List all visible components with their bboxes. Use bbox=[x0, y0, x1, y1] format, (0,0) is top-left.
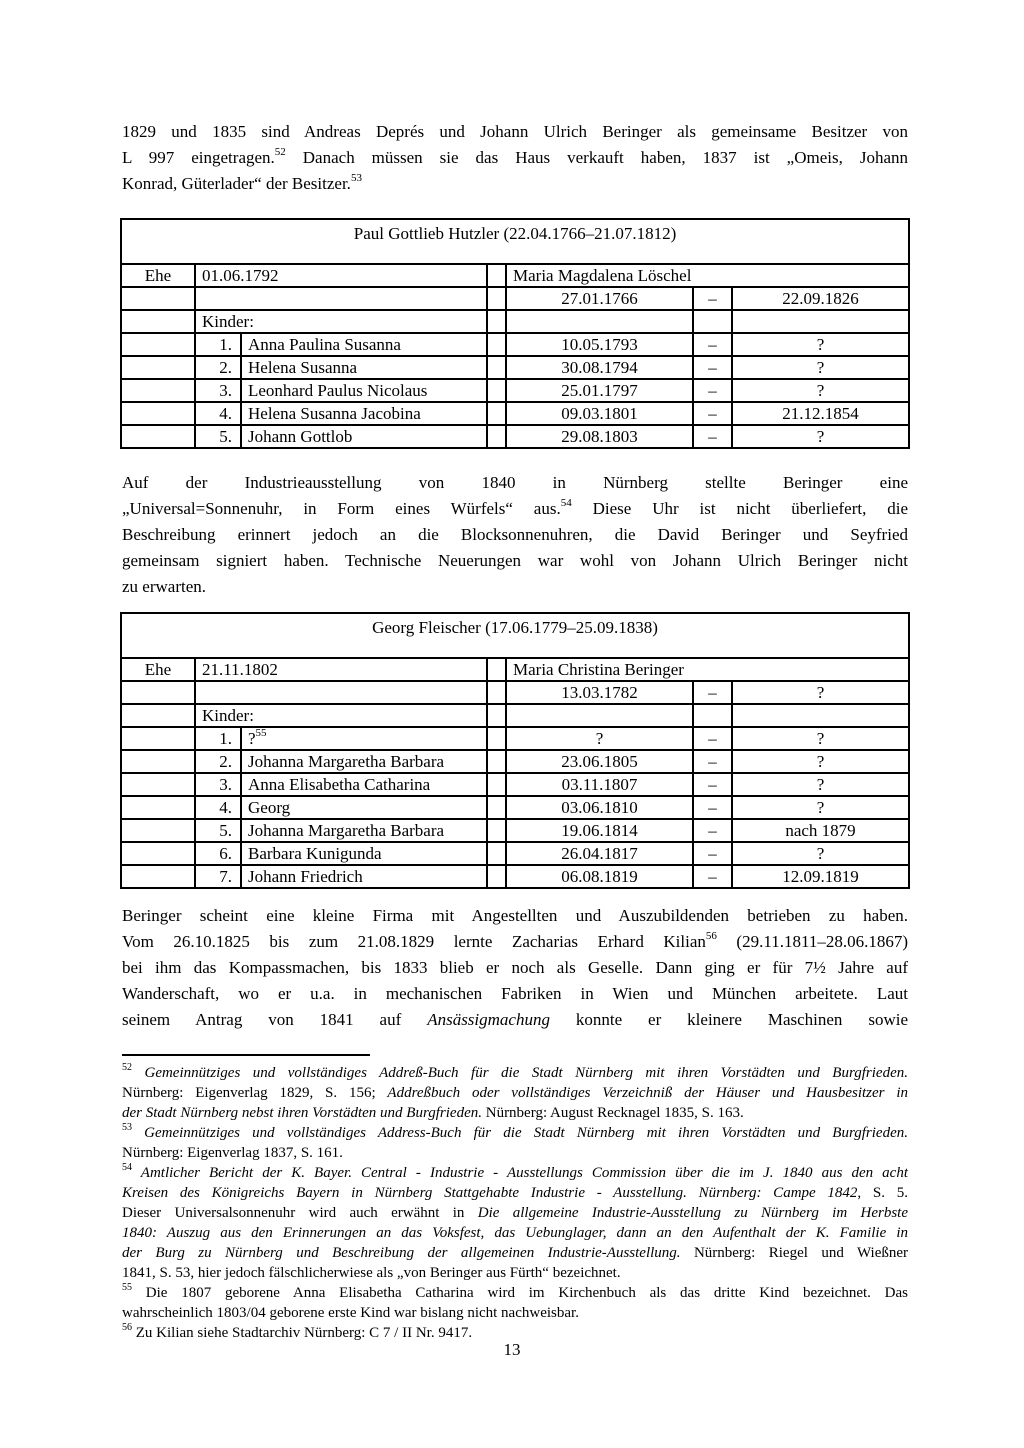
child-number-cell: 5. bbox=[195, 819, 241, 842]
dash-cell: – bbox=[693, 727, 732, 750]
footnote-ref: 52 bbox=[122, 1063, 132, 1073]
text-run: „Universal=Sonnenuhr, in Form eines Würfels“ aus. bbox=[122, 499, 561, 518]
text-line bbox=[122, 1123, 908, 1143]
child-number-cell: 4. bbox=[195, 402, 241, 425]
empty-cell bbox=[121, 356, 195, 379]
text-run: ? bbox=[248, 729, 256, 748]
empty-cell bbox=[121, 681, 195, 704]
text-run: Leonhard Paulus Nicolaus bbox=[248, 381, 428, 400]
text-line bbox=[122, 1063, 908, 1083]
child-row bbox=[121, 425, 909, 448]
marriage-date-cell: 21.11.1802 bbox=[195, 658, 487, 681]
child-birth-cell: 25.01.1797 bbox=[506, 379, 693, 402]
empty-cell bbox=[121, 750, 195, 773]
footnote-ref: 53 bbox=[122, 1123, 132, 1133]
spouse-birth-cell: 27.01.1766 bbox=[506, 287, 693, 310]
child-number-cell: 2. bbox=[195, 356, 241, 379]
empty-cell bbox=[121, 425, 195, 448]
footnote-ref: 56 bbox=[122, 1323, 132, 1333]
child-row bbox=[121, 356, 909, 379]
spacer-cell bbox=[487, 333, 506, 356]
child-death-cell: 21.12.1854 bbox=[732, 402, 909, 425]
text-run: Johanna Margaretha Barbara bbox=[248, 821, 445, 840]
table-title-cell: Paul Gottlieb Hutzler (22.04.1766–21.07.1812) bbox=[121, 219, 909, 264]
child-death-cell: ? bbox=[732, 796, 909, 819]
text-run: konnte er kleinere Maschinen sowie bbox=[549, 1010, 908, 1029]
dash-cell: – bbox=[693, 842, 732, 865]
spouse-name-cell: Maria Christina Beringer bbox=[506, 658, 909, 681]
child-death-cell: ? bbox=[732, 750, 909, 773]
footnote-52 bbox=[122, 1063, 908, 1123]
spouse-dates-row bbox=[121, 681, 909, 704]
kinder-header-row bbox=[121, 704, 909, 727]
ehe-label-cell: Ehe bbox=[121, 658, 195, 681]
text-line bbox=[122, 1183, 908, 1203]
text-run: , S. 5. bbox=[857, 1185, 908, 1201]
spouse-death-cell: 22.09.1826 bbox=[732, 287, 909, 310]
dash-cell: – bbox=[693, 750, 732, 773]
text-run: der Burg zu Nürnberg und Beschreibung der allgemeinen Industrie-Ausstellung. bbox=[122, 1245, 681, 1261]
text-run: Ansässigmachung bbox=[427, 1010, 550, 1029]
spacer-cell bbox=[487, 773, 506, 796]
text-line bbox=[122, 496, 908, 522]
footnote-55 bbox=[122, 1283, 908, 1323]
text-run: der Stadt Nürnberg nebst ihren Vorstädten und Burgfrieden. bbox=[122, 1105, 482, 1121]
text-line bbox=[122, 1103, 908, 1123]
kinder-header-row bbox=[121, 310, 909, 333]
kinder-label-cell: Kinder: bbox=[195, 310, 487, 333]
text-run: Nürnberg: Eigenverlag 1837, S. 161. bbox=[122, 1145, 343, 1161]
spacer-cell bbox=[487, 264, 506, 287]
child-name-cell bbox=[241, 842, 487, 865]
child-number-cell: 3. bbox=[195, 773, 241, 796]
child-name-cell bbox=[241, 425, 487, 448]
child-row bbox=[121, 796, 909, 819]
paragraph-firma bbox=[122, 903, 908, 1033]
text-run: (29.11.1811–28.06.1867) bbox=[716, 932, 908, 951]
table-title-cell: Georg Fleischer (17.06.1779–25.09.1838) bbox=[121, 613, 909, 658]
dash-cell: – bbox=[693, 333, 732, 356]
child-birth-cell: 10.05.1793 bbox=[506, 333, 693, 356]
child-number-cell: 2. bbox=[195, 750, 241, 773]
spacer-cell bbox=[487, 819, 506, 842]
ehe-label-cell: Ehe bbox=[121, 264, 195, 287]
text-run: Anna Elisabetha Catharina bbox=[248, 775, 431, 794]
text-line bbox=[122, 145, 908, 171]
child-name-cell bbox=[241, 727, 487, 750]
empty-cell bbox=[121, 842, 195, 865]
paragraph-industrieausstellung bbox=[122, 470, 908, 600]
child-row bbox=[121, 379, 909, 402]
marriage-row bbox=[121, 264, 909, 287]
spacer-cell bbox=[487, 842, 506, 865]
child-row bbox=[121, 773, 909, 796]
child-number-cell: 5. bbox=[195, 425, 241, 448]
child-name-cell bbox=[241, 819, 487, 842]
child-birth-cell: 09.03.1801 bbox=[506, 402, 693, 425]
child-birth-cell: ? bbox=[506, 727, 693, 750]
dash-cell: – bbox=[693, 819, 732, 842]
text-line bbox=[122, 1007, 908, 1033]
text-run: Die allgemeine Industrie-Ausstellung zu Nürnberg im Herbste bbox=[477, 1205, 908, 1221]
empty-cell bbox=[732, 310, 909, 333]
text-run: Nürnberg: August Recknagel 1835, S. 163. bbox=[481, 1105, 744, 1121]
spouse-birth-cell: 13.03.1782 bbox=[506, 681, 693, 704]
marriage-date-cell: 01.06.1792 bbox=[195, 264, 487, 287]
text-run: Vom 26.10.1825 bis zum 21.08.1829 lernte Zacharias Erhard Kilian bbox=[122, 932, 706, 951]
spacer-cell bbox=[487, 402, 506, 425]
footnote-53 bbox=[122, 1123, 908, 1163]
text-run: Auf der Industrieausstellung von 1840 in Nürnberg stellte Beringer eine bbox=[122, 473, 908, 492]
text-line bbox=[122, 1163, 908, 1183]
text-line bbox=[122, 171, 908, 197]
footnote-ref: 55 bbox=[122, 1283, 132, 1293]
empty-cell bbox=[693, 704, 732, 727]
child-number-cell: 1. bbox=[195, 333, 241, 356]
child-birth-cell: 19.06.1814 bbox=[506, 819, 693, 842]
text-run: Kreisen des Königreichs Bayern in Nürnberg Stattgehabte Industrie - Ausstellung. Nürnberg: Campe 1842 bbox=[122, 1185, 858, 1201]
text-run: 1841, S. 53, hier jedoch fälschlicherwiese als „von Beringer aus Fürth“ bezeichnet. bbox=[122, 1265, 621, 1281]
text-run: Diese Uhr ist nicht überliefert, die bbox=[571, 499, 908, 518]
footnote-ref: 54 bbox=[122, 1163, 132, 1173]
empty-cell bbox=[121, 865, 195, 888]
text-run: Addreßbuch oder vollständiges Verzeichniß der Häuser und Hausbesitzer in bbox=[387, 1085, 908, 1101]
text-run: Wanderschaft, wo er u.a. in mechanischen Fabriken in Wien und München arbeitete. Laut bbox=[122, 984, 908, 1003]
child-birth-cell: 03.11.1807 bbox=[506, 773, 693, 796]
spacer-cell bbox=[487, 681, 506, 704]
child-row bbox=[121, 750, 909, 773]
spacer-cell bbox=[487, 658, 506, 681]
child-death-cell: ? bbox=[732, 842, 909, 865]
child-death-cell: nach 1879 bbox=[732, 819, 909, 842]
child-name-cell bbox=[241, 796, 487, 819]
text-line bbox=[122, 522, 908, 548]
child-number-cell: 6. bbox=[195, 842, 241, 865]
child-name-cell bbox=[241, 379, 487, 402]
child-birth-cell: 26.04.1817 bbox=[506, 842, 693, 865]
text-run: Amtlicher Bericht der K. Bayer. Central - Industrie - Ausstellungs Commission über die im J. 1840 aus den acht bbox=[132, 1165, 908, 1181]
text-run: Gemeinnütziges und vollständiges Addreß-Buch für die Stadt Nürnberg mit ihren Vorstädten und Burgfrieden. bbox=[132, 1065, 908, 1081]
child-birth-cell: 29.08.1803 bbox=[506, 425, 693, 448]
text-run: Georg bbox=[248, 798, 291, 817]
text-line bbox=[122, 903, 908, 929]
empty-cell bbox=[195, 287, 487, 310]
text-run: Danach müssen sie das Haus verkauft haben, 1837 ist „Omeis, Johann bbox=[285, 148, 908, 167]
child-number-cell: 3. bbox=[195, 379, 241, 402]
empty-cell bbox=[121, 310, 195, 333]
spacer-cell bbox=[487, 727, 506, 750]
child-name-cell bbox=[241, 773, 487, 796]
text-run: Helena Susanna bbox=[248, 358, 358, 377]
child-birth-cell: 06.08.1819 bbox=[506, 865, 693, 888]
text-run: Nürnberg: Eigenverlag 1829, S. 156; bbox=[122, 1085, 388, 1101]
text-line bbox=[122, 1243, 908, 1263]
empty-cell bbox=[506, 310, 693, 333]
child-death-cell: ? bbox=[732, 356, 909, 379]
child-death-cell: ? bbox=[732, 379, 909, 402]
empty-cell bbox=[121, 402, 195, 425]
text-line bbox=[122, 574, 908, 600]
text-line bbox=[122, 1143, 908, 1163]
spacer-cell bbox=[487, 425, 506, 448]
child-row bbox=[121, 819, 909, 842]
text-run: Dieser Universalsonnenuhr wird auch erwähnt in bbox=[122, 1205, 478, 1221]
family-table-fleischer bbox=[120, 612, 910, 889]
text-line bbox=[122, 929, 908, 955]
spacer-cell bbox=[487, 310, 506, 333]
spacer-cell bbox=[487, 796, 506, 819]
footnote-54 bbox=[122, 1163, 908, 1283]
empty-cell bbox=[693, 310, 732, 333]
spouse-name-cell: Maria Magdalena Löschel bbox=[506, 264, 909, 287]
child-number-cell: 7. bbox=[195, 865, 241, 888]
child-name-cell bbox=[241, 402, 487, 425]
footnote-ref: 54 bbox=[560, 497, 572, 510]
text-run: bei ihm das Kompassmachen, bis 1833 blieb er noch als Geselle. Dann ging er für 7½ Jahre auf bbox=[122, 958, 908, 977]
text-run: zu erwarten. bbox=[122, 577, 207, 596]
text-run: Gemeinnütziges und vollständiges Address-Buch für die Stadt Nürnberg mit ihren Vorstädten und Burgfrieden. bbox=[132, 1125, 908, 1141]
dash-cell: – bbox=[693, 681, 732, 704]
footnote-separator bbox=[122, 1054, 370, 1056]
text-run: Konrad, Güterlader“ der Besitzer. bbox=[122, 174, 351, 193]
table-title-row bbox=[121, 613, 909, 658]
text-line bbox=[122, 548, 908, 574]
marriage-row bbox=[121, 658, 909, 681]
text-run: Die 1807 geborene Anna Elisabetha Catharina wird im Kirchenbuch als das dritte Kind bezeichnet. Das bbox=[132, 1285, 908, 1301]
empty-cell bbox=[121, 819, 195, 842]
text-line bbox=[122, 1263, 908, 1283]
dash-cell: – bbox=[693, 796, 732, 819]
spacer-cell bbox=[487, 704, 506, 727]
text-line bbox=[122, 1303, 908, 1323]
child-death-cell: ? bbox=[732, 727, 909, 750]
text-run: Barbara Kunigunda bbox=[248, 844, 382, 863]
text-line bbox=[122, 1203, 908, 1223]
child-name-cell bbox=[241, 750, 487, 773]
empty-cell bbox=[195, 681, 487, 704]
spacer-cell bbox=[487, 356, 506, 379]
text-line bbox=[122, 470, 908, 496]
text-run: gemeinsam signiert haben. Technische Neuerungen war wohl von Johann Ulrich Beringer nicht bbox=[122, 551, 908, 570]
text-run: Beringer scheint eine kleine Firma mit Angestellten und Auszubildenden betrieben zu haben. bbox=[122, 906, 908, 925]
child-birth-cell: 23.06.1805 bbox=[506, 750, 693, 773]
empty-cell bbox=[121, 379, 195, 402]
child-birth-cell: 03.06.1810 bbox=[506, 796, 693, 819]
dash-cell: – bbox=[693, 287, 732, 310]
child-row bbox=[121, 402, 909, 425]
empty-cell bbox=[121, 333, 195, 356]
text-run: Beschreibung erinnert jedoch an die Blocksonnenuhren, die David Beringer und Seyfried bbox=[122, 525, 908, 544]
footnotes-section bbox=[122, 1063, 908, 1343]
spouse-death-cell: ? bbox=[732, 681, 909, 704]
spacer-cell bbox=[487, 750, 506, 773]
text-run: Helena Susanna Jacobina bbox=[248, 404, 421, 423]
text-run: Johann Gottlob bbox=[248, 427, 353, 446]
dash-cell: – bbox=[693, 402, 732, 425]
text-run: Johanna Margaretha Barbara bbox=[248, 752, 445, 771]
child-row bbox=[121, 333, 909, 356]
child-death-cell: 12.09.1819 bbox=[732, 865, 909, 888]
empty-cell bbox=[121, 773, 195, 796]
footnote-ref: 52 bbox=[274, 146, 286, 159]
child-number-cell: 4. bbox=[195, 796, 241, 819]
child-name-cell bbox=[241, 333, 487, 356]
empty-cell bbox=[121, 704, 195, 727]
text-run: Nürnberg: Riegel und Wießner bbox=[680, 1245, 908, 1261]
family-table-hutzler bbox=[120, 218, 910, 449]
empty-cell bbox=[121, 287, 195, 310]
child-death-cell: ? bbox=[732, 333, 909, 356]
child-death-cell: ? bbox=[732, 773, 909, 796]
text-run: Johann Friedrich bbox=[248, 867, 363, 886]
text-line bbox=[122, 1283, 908, 1303]
text-line bbox=[122, 981, 908, 1007]
text-run: Anna Paulina Susanna bbox=[248, 335, 401, 354]
child-number-cell: 1. bbox=[195, 727, 241, 750]
child-name-cell bbox=[241, 356, 487, 379]
footnote-ref: 53 bbox=[350, 172, 362, 185]
empty-cell bbox=[506, 704, 693, 727]
text-run: Zu Kilian siehe Stadtarchiv Nürnberg: C 7 / II Nr. 9417. bbox=[132, 1325, 473, 1341]
text-line bbox=[122, 119, 908, 145]
text-line bbox=[122, 955, 908, 981]
dash-cell: – bbox=[693, 356, 732, 379]
dash-cell: – bbox=[693, 379, 732, 402]
text-run: 1829 und 1835 sind Andreas Deprés und Johann Ulrich Beringer als gemeinsame Besitzer von bbox=[122, 122, 908, 141]
child-row bbox=[121, 865, 909, 888]
dash-cell: – bbox=[693, 865, 732, 888]
spouse-dates-row bbox=[121, 287, 909, 310]
dash-cell: – bbox=[693, 425, 732, 448]
child-death-cell: ? bbox=[732, 425, 909, 448]
empty-cell bbox=[121, 796, 195, 819]
kinder-label-cell: Kinder: bbox=[195, 704, 487, 727]
child-name-cell bbox=[241, 865, 487, 888]
paragraph-besitzer bbox=[122, 119, 908, 197]
empty-cell bbox=[732, 704, 909, 727]
table-title-row bbox=[121, 219, 909, 264]
text-run: 1840: Auszug aus den Erinnerungen an das Voksfest, das Uebunglager, dann an den Aufenthalt der K. Familie in bbox=[122, 1225, 908, 1241]
footnote-ref: 55 bbox=[255, 727, 267, 740]
dash-cell: – bbox=[693, 773, 732, 796]
child-birth-cell: 30.08.1794 bbox=[506, 356, 693, 379]
empty-cell bbox=[121, 727, 195, 750]
text-run: wahrscheinlich 1803/04 geborene erste Kind war bislang nicht nachweisbar. bbox=[122, 1305, 579, 1321]
text-line bbox=[122, 1223, 908, 1243]
text-run: L 997 eingetragen. bbox=[122, 148, 275, 167]
child-row bbox=[121, 727, 909, 750]
text-line bbox=[122, 1083, 908, 1103]
spacer-cell bbox=[487, 379, 506, 402]
page-number: 13 bbox=[503, 1340, 521, 1359]
spacer-cell bbox=[487, 287, 506, 310]
spacer-cell bbox=[487, 865, 506, 888]
footnote-ref: 56 bbox=[705, 930, 717, 943]
text-run: seinem Antrag von 1841 auf bbox=[122, 1010, 428, 1029]
child-row bbox=[121, 842, 909, 865]
